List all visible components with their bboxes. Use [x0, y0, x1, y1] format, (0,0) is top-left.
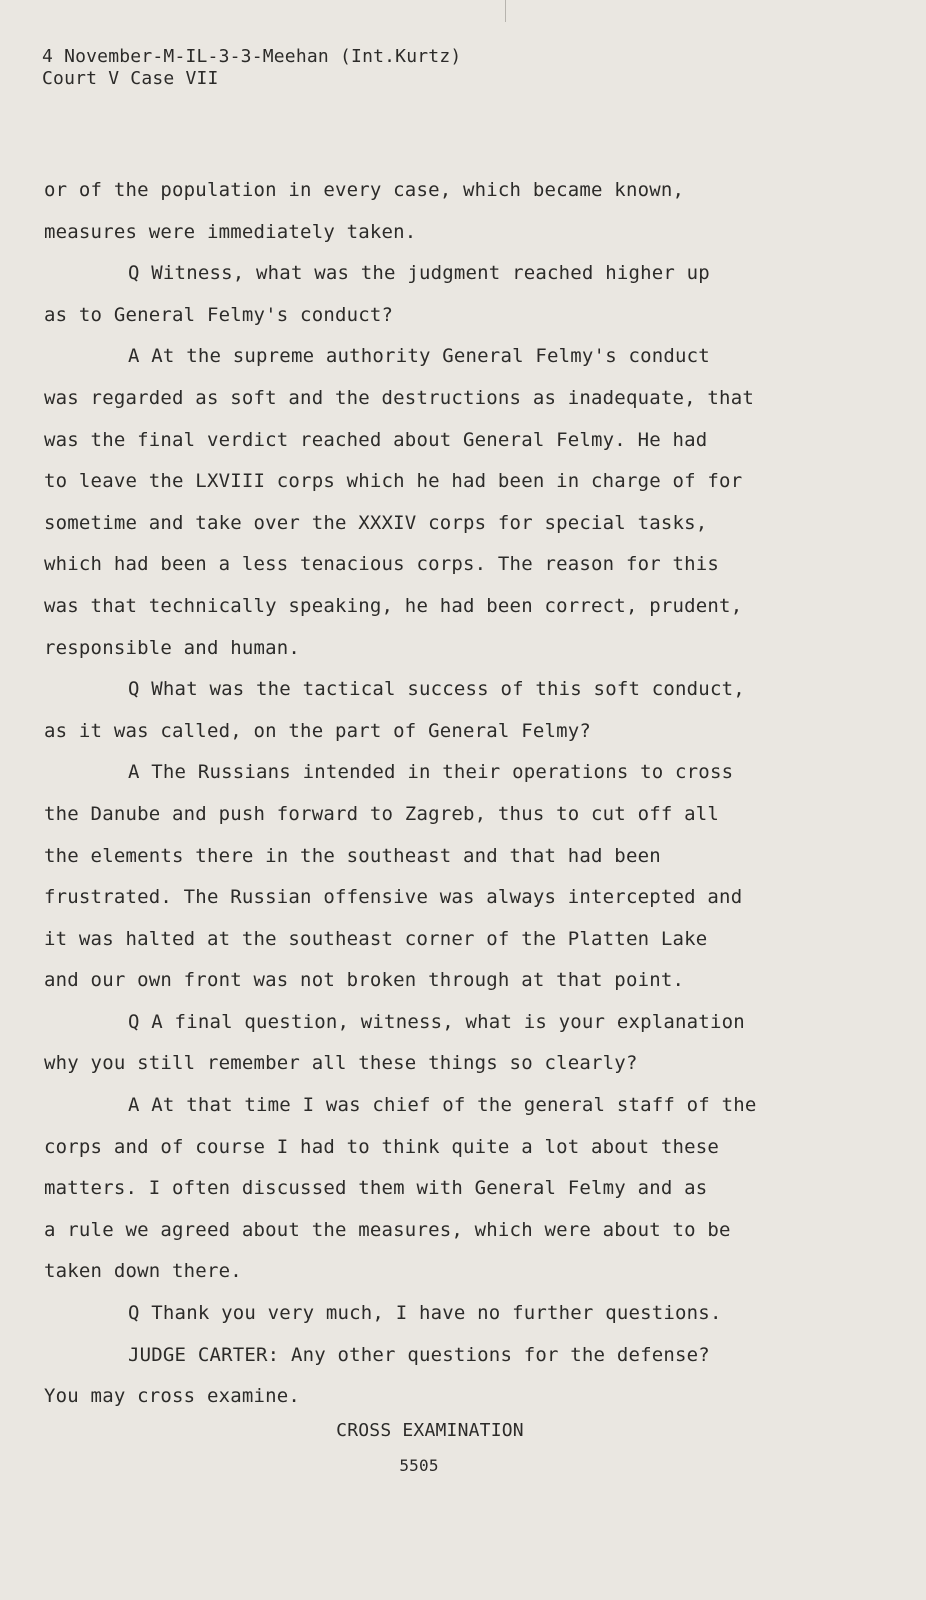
- transcript-line: was regarded as soft and the destructions as inadequate, that: [44, 386, 754, 409]
- transcript-line: to leave the LXVIII corps which he had been in charge of for: [44, 470, 743, 493]
- transcript-line: A At that time I was chief of the general staff of the: [128, 1094, 757, 1117]
- transcript-line: it was halted at the southeast corner of the Platten Lake: [44, 927, 708, 950]
- transcript-line: You may cross examine.: [44, 1385, 301, 1408]
- transcript-line: why you still remember all these things so clearly?: [44, 1052, 638, 1075]
- header-court-line: Court V Case VII: [42, 68, 219, 89]
- transcript-line: as it was called, on the part of General Felmy?: [44, 719, 592, 742]
- document-header: [42, 46, 461, 90]
- transcript-line: and our own front was not broken through at that point.: [44, 969, 685, 992]
- transcript-line: JUDGE CARTER: Any other questions for the defense?: [128, 1343, 710, 1366]
- transcript-line: matters. I often discussed them with General Felmy and as: [44, 1177, 708, 1200]
- transcript-line: as to General Felmy's conduct?: [44, 303, 394, 326]
- margin-mark: [505, 0, 506, 22]
- transcript-line: Q Witness, what was the judgment reached higher up: [128, 262, 710, 285]
- transcript-line: sometime and take over the XXXIV corps for special tasks,: [44, 511, 708, 534]
- transcript-line: A At the supreme authority General Felmy's conduct: [128, 345, 710, 368]
- transcript-line: corps and of course I had to think quite a lot about these: [44, 1135, 720, 1158]
- header-session-line: 4 November-M-IL-3-3-Meehan (Int.Kurtz): [42, 46, 462, 67]
- transcript-line: taken down there.: [44, 1260, 242, 1283]
- transcript-line: responsible and human.: [44, 636, 301, 659]
- transcript-line: which had been a less tenacious corps. The reason for this: [44, 553, 720, 576]
- page-number: 5505: [399, 1456, 439, 1475]
- transcript-line: Q What was the tactical success of this soft conduct,: [128, 678, 745, 701]
- transcript-line: the elements there in the southeast and that had been: [44, 844, 661, 867]
- transcript-line: Q A final question, witness, what is your explanation: [128, 1010, 745, 1033]
- transcript-body: [44, 170, 804, 1418]
- transcript-line: was the final verdict reached about General Felmy. He had: [44, 428, 708, 451]
- transcript-line: a rule we agreed about the measures, which were about to be: [44, 1218, 731, 1241]
- transcript-line: A The Russians intended in their operations to cross: [128, 761, 734, 784]
- transcript-line: the Danube and push forward to Zagreb, thus to cut off all: [44, 802, 720, 825]
- transcript-line: frustrated. The Russian offensive was always intercepted and: [44, 886, 743, 909]
- section-heading: CROSS EXAMINATION: [336, 1420, 524, 1441]
- transcript-line: measures were immediately taken.: [44, 220, 417, 243]
- transcript-line: or of the population in every case, which became known,: [44, 179, 685, 201]
- transcript-line: was that technically speaking, he had been correct, prudent,: [44, 594, 743, 617]
- transcript-line: Q Thank you very much, I have no further questions.: [128, 1302, 722, 1325]
